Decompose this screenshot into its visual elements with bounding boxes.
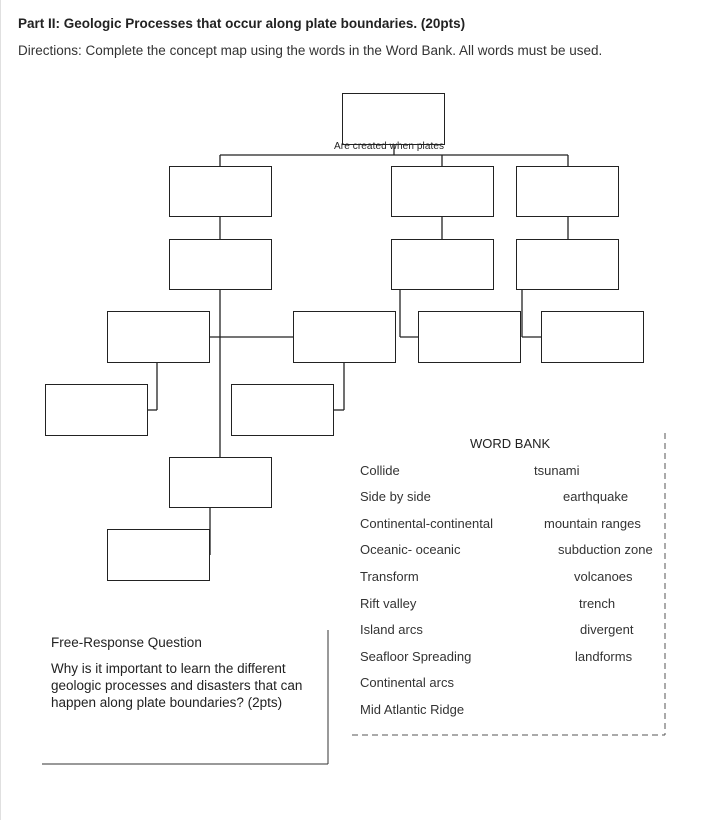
- free-response-question: Why is it important to learn the different geologic processes and disasters that can happen along plate boundaries? (2pts): [51, 661, 303, 710]
- word-bank-left-1: Collide: [360, 463, 400, 478]
- concept-box-r4-b[interactable]: [231, 384, 334, 436]
- word-bank-right-6: trench: [579, 596, 616, 611]
- word-bank-right-1: tsunami: [534, 463, 580, 478]
- word-bank-left-6: Rift valley: [360, 596, 417, 611]
- concept-box-r3-d[interactable]: [541, 311, 644, 363]
- concept-box-r6[interactable]: [107, 529, 210, 581]
- concept-box-r1-left[interactable]: [169, 166, 272, 217]
- word-bank-right-8: landforms: [575, 649, 633, 664]
- word-bank-left-5: Transform: [360, 569, 419, 584]
- concept-box-r1-mid[interactable]: [391, 166, 494, 217]
- word-bank-left-2: Side by side: [360, 489, 431, 504]
- concept-box-r2-left[interactable]: [169, 239, 272, 290]
- word-bank-right-3: mountain ranges: [544, 516, 641, 531]
- concept-box-r2-mid[interactable]: [391, 239, 494, 290]
- free-response-title: Free-Response Question: [51, 635, 202, 650]
- concept-box-r3-c[interactable]: [418, 311, 521, 363]
- concept-box-r2-right[interactable]: [516, 239, 619, 290]
- concept-box-r1-right[interactable]: [516, 166, 619, 217]
- concept-box-r4-a[interactable]: [45, 384, 148, 436]
- word-bank-right-2: earthquake: [563, 489, 629, 504]
- word-bank-right-5: volcanoes: [574, 569, 633, 584]
- word-bank-title: WORD BANK: [470, 436, 551, 451]
- concept-box-r5[interactable]: [169, 457, 272, 508]
- concept-box-r3-a[interactable]: [107, 311, 210, 363]
- word-bank-left-7: Island arcs: [360, 622, 423, 637]
- word-bank-left-10: Mid Atlantic Ridge: [360, 702, 465, 717]
- word-bank-right-4: subduction zone: [558, 542, 653, 557]
- word-bank-left-9: Continental arcs: [360, 675, 454, 690]
- word-bank-left-3: Continental-continental: [360, 516, 493, 531]
- word-bank-right-7: divergent: [580, 622, 634, 637]
- section-title: Part II: Geologic Processes that occur along plate boundaries. (20pts): [18, 16, 466, 31]
- concept-box-top[interactable]: [342, 93, 445, 145]
- directions-text: Directions: Complete the concept map using the words in the Word Bank. All words must be used.: [18, 43, 603, 58]
- link-label: Are created when plates: [334, 141, 445, 152]
- word-bank-left-8: Seafloor Spreading: [360, 649, 472, 664]
- word-bank-left-4: Oceanic- oceanic: [360, 542, 461, 557]
- concept-box-r3-b[interactable]: [293, 311, 396, 363]
